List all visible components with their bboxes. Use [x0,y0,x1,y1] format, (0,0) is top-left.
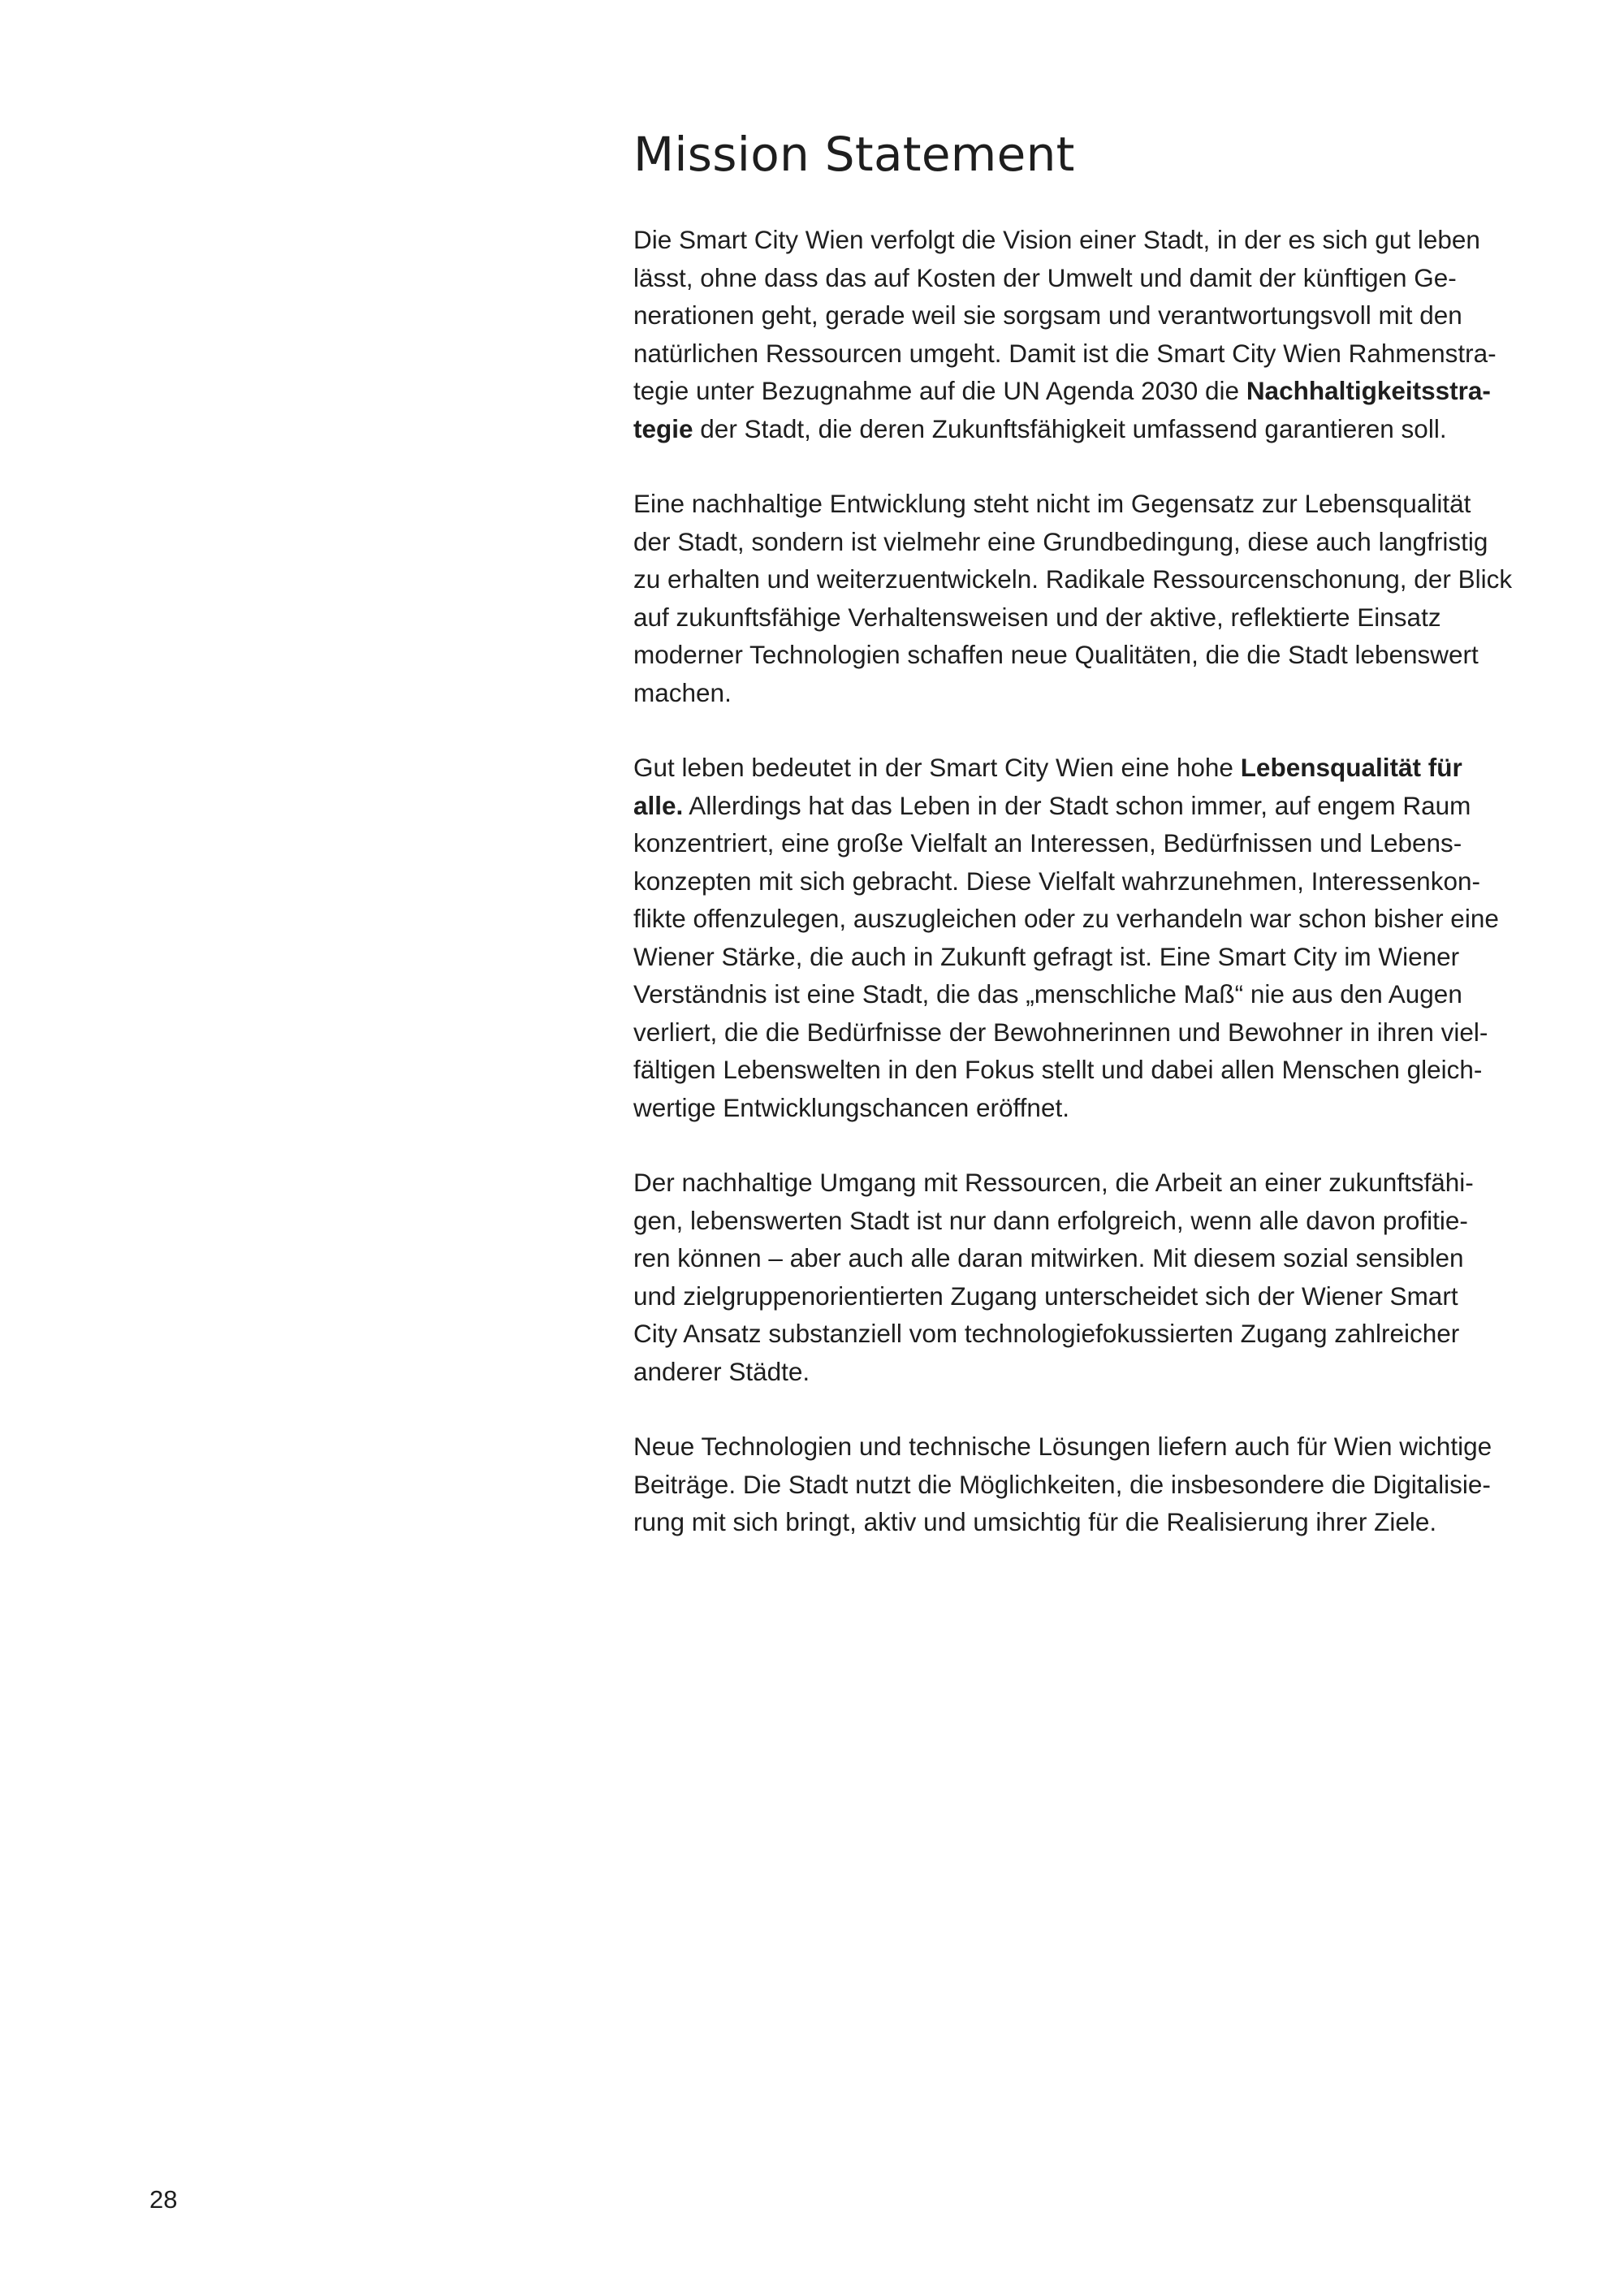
text-line [633,296,1575,335]
text-segment: und zielgruppenorientierten Zugang unterscheidet sich der Wiener Smart [633,1281,1458,1311]
emphasis-text: alle. [633,790,684,820]
text-segment: Eine nachhaltige Entwicklung steht nicht im Gegensatz zur Lebensqualität [633,489,1471,518]
page-title: Mission Statement [633,127,1075,182]
body-text [633,221,1575,1541]
paragraph-2 [633,485,1575,711]
text-segment: rung mit sich bringt, aktiv und umsichtig für die Realisierung ihrer Ziele. [633,1507,1437,1536]
text-segment: gen, lebenswerten Stadt ist nur dann erfolgreich, wenn alle davon profitie- [633,1205,1468,1235]
text-line [633,824,1575,862]
text-line [633,1466,1575,1504]
text-line [633,1315,1575,1353]
text-segment: tegie unter Bezugnahme auf die UN Agenda 2030 die [633,376,1246,405]
text-segment: Die Smart City Wien verfolgt die Vision einer Stadt, in der es sich gut leben [633,225,1480,254]
text-segment: der Stadt, die deren Zukunftsfähigkeit umfassend garantieren soll. [693,413,1447,443]
text-line [633,1428,1575,1466]
text-line [633,787,1575,825]
text-segment: Neue Technologien und technische Lösungen liefern auch für Wien wichtige [633,1432,1492,1461]
text-line [633,975,1575,1013]
text-segment: konzepten mit sich gebracht. Diese Vielfalt wahrzunehmen, Interessenkon- [633,866,1480,896]
text-segment: anderer Städte. [633,1356,810,1386]
text-segment: auf zukunftsfähige Verhaltensweisen und der aktive, reflektierte Einsatz [633,602,1441,632]
text-line [633,1202,1575,1240]
text-segment: lässt, ohne dass das auf Kosten der Umwelt und damit der künftigen Ge- [633,262,1457,292]
text-line [633,598,1575,637]
text-line [633,1013,1575,1052]
text-segment: City Ansatz substanziell vom technologiefokussierten Zugang zahlreicher [633,1319,1460,1348]
text-segment: ren können – aber auch alle daran mitwirken. Mit diesem sozial sensiblen [633,1243,1464,1272]
text-line [633,560,1575,598]
text-line [633,335,1575,373]
text-line [633,1164,1575,1202]
text-segment: Beiträge. Die Stadt nutzt die Möglichkeiten, die insbesondere die Digitalisie- [633,1469,1491,1499]
text-segment: Allerdings hat das Leben in der Stadt schon immer, auf engem Raum [683,790,1471,820]
text-segment: Wiener Stärke, die auch in Zukunft gefragt ist. Eine Smart City im Wiener [633,941,1460,971]
text-line [633,523,1575,561]
text-line [633,221,1575,259]
text-line [633,1051,1575,1089]
text-line [633,1277,1575,1315]
text-segment: verliert, die die Bedürfnisse der Bewohnerinnen und Bewohner in ihren viel- [633,1017,1488,1047]
text-line [633,862,1575,901]
text-segment: natürlichen Ressourcen umgeht. Damit ist die Smart City Wien Rahmenstra- [633,338,1497,368]
text-segment: wertige Entwicklungschancen eröffnet. [633,1092,1069,1122]
text-segment: zu erhalten und weiterzuentwickeln. Radikale Ressourcenschonung, der Blick [633,564,1513,594]
text-line [633,636,1575,674]
text-line [633,900,1575,938]
text-line [633,749,1575,787]
text-segment: der Stadt, sondern ist vielmehr eine Grundbedingung, diese auch langfristig [633,526,1488,556]
text-line [633,1239,1575,1277]
text-segment: machen. [633,677,732,707]
text-line [633,674,1575,712]
text-line [633,1353,1575,1391]
text-segment: flikte offenzulegen, auszugleichen oder zu verhandeln war schon bisher eine [633,904,1499,933]
text-line [633,259,1575,297]
emphasis-text: Lebensqualität für [1240,753,1462,782]
text-segment: moderner Technologien schaffen neue Qualitäten, die die Stadt lebenswert [633,640,1479,669]
text-segment: fältigen Lebenswelten in den Fokus stellt und dabei allen Menschen gleich- [633,1055,1483,1084]
main-content [633,122,1575,1579]
emphasis-text: Nachhaltigkeitsstra- [1246,376,1491,405]
text-line [633,372,1575,410]
paragraph-3 [633,749,1575,1126]
text-segment: Verständnis ist eine Stadt, die das „menschliche Maß“ nie aus den Augen [633,979,1462,1009]
text-segment: Der nachhaltige Umgang mit Ressourcen, die Arbeit an einer zukunftsfähi- [633,1168,1474,1197]
text-line [633,1089,1575,1127]
text-segment: nerationen geht, gerade weil sie sorgsam und verantwortungsvoll mit den [633,300,1462,330]
text-segment: konzentriert, eine große Vielfalt an Interessen, Bedürfnissen und Lebens- [633,828,1462,858]
text-line [633,938,1575,976]
text-line [633,1503,1575,1541]
text-line [633,410,1575,448]
paragraph-5 [633,1428,1575,1541]
paragraph-1 [633,221,1575,447]
emphasis-text: tegie [633,413,693,443]
text-segment: Gut leben bedeutet in der Smart City Wien eine hohe [633,753,1241,782]
page-number: 28 [149,2185,178,2214]
paragraph-4 [633,1164,1575,1390]
text-line [633,485,1575,523]
